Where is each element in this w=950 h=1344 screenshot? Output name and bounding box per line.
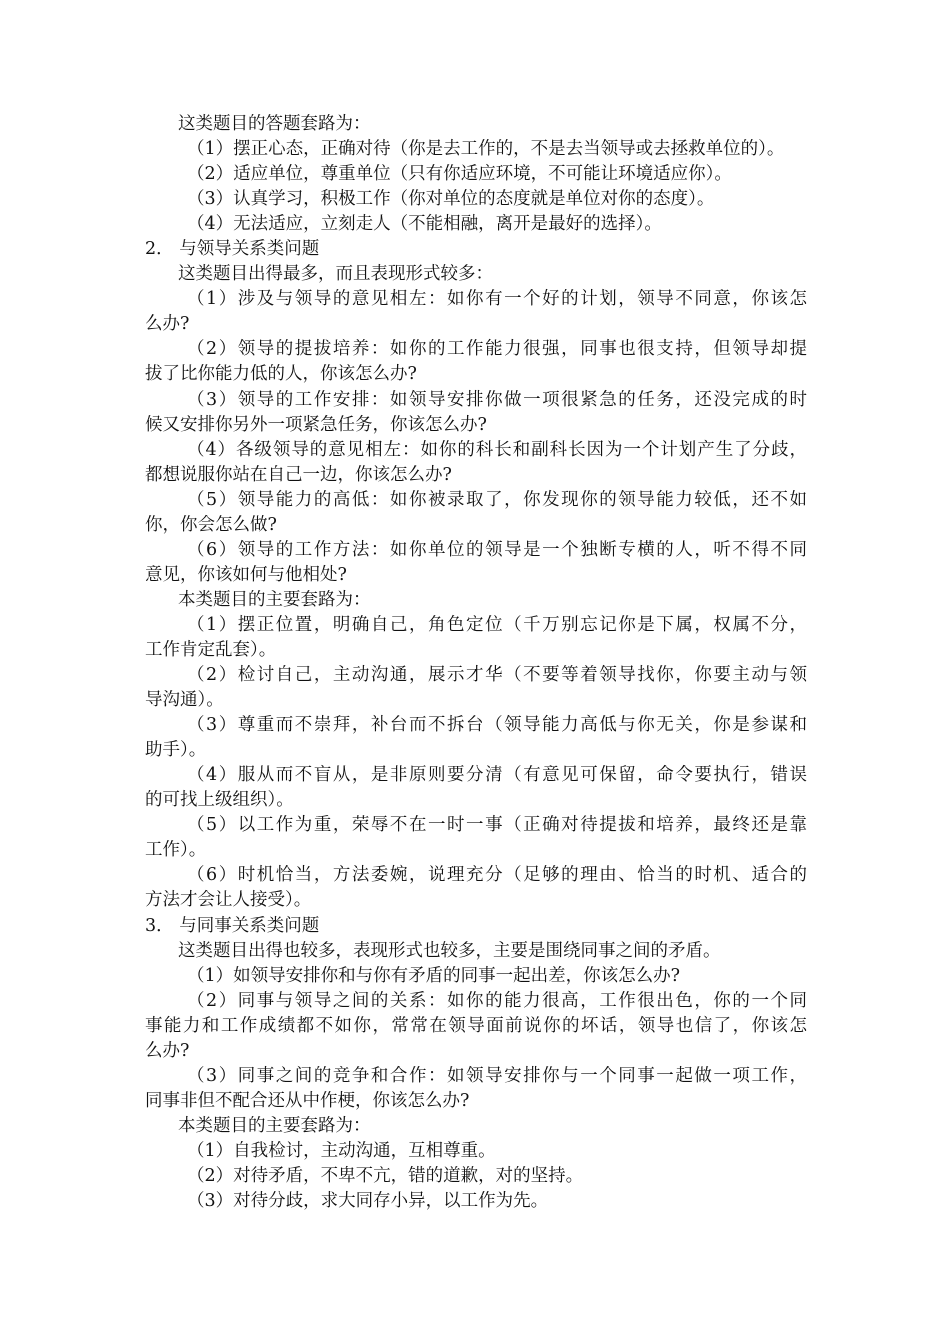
text-line: （3）同事之间的竞争和合作：如领导安排你与一个同事一起做一项工作， — [187, 1065, 807, 1086]
text-line: 意见，你该如何与他相处? — [145, 564, 347, 585]
text-line: （1）摆正心态，正确对待（你是去工作的，不是去当领导或去拯救单位的）。 — [187, 139, 785, 160]
text-line: 导沟通）。 — [145, 690, 224, 711]
text-line: 候又安排你另外一项紧急任务，你该怎么办? — [145, 414, 487, 435]
text-line: （1）如领导安排你和与你有矛盾的同事一起出差，你该怎么办? — [187, 965, 681, 986]
text-line: （4）无法适应，立刻走人（不能相融，离开是最好的选择）。 — [187, 214, 662, 235]
text-line: （1）涉及与领导的意见相左：如你有一个好的计划，领导不同意，你该怎 — [187, 289, 807, 310]
text-line: 同事非但不配合还从中作梗，你该怎么办? — [145, 1090, 470, 1111]
text-line: 你，你会怎么做? — [145, 514, 277, 535]
text-line: 本类题目的主要套路为： — [178, 1115, 371, 1136]
document-page — [145, 112, 807, 1214]
text-line: （1）摆正位置，明确自己，角色定位（千万别忘记你是下属，权属不分， — [187, 614, 807, 635]
text-line: 本类题目的主要套路为： — [178, 589, 371, 610]
text-line: （4）各级领导的意见相左：如你的科长和副科长因为一个计划产生了分歧， — [187, 439, 807, 460]
text-line: （1）自我检讨，主动沟通，互相尊重。 — [187, 1140, 496, 1161]
text-line: 助手）。 — [145, 740, 207, 761]
text-line: （4）服从而不盲从，是非原则要分清（有意见可保留，命令要执行，错误 — [187, 765, 807, 786]
text-line: 2． 与领导关系类问题 — [145, 239, 320, 260]
text-line: 方法才会让人接受）。 — [145, 890, 312, 911]
text-line: （3）领导的工作安排：如领导安排你做一项很紧急的任务，还没完成的时 — [187, 389, 807, 410]
text-line: （2）适应单位，尊重单位（只有你适应环境，不可能让环境适应你）。 — [187, 164, 732, 185]
text-line: 这类题目的答题套路为： — [178, 114, 371, 134]
text-line: 事能力和工作成绩都不如你，常常在领导面前说你的坏话，领导也信了，你该怎 — [145, 1015, 807, 1036]
text-line: （2）对待矛盾，不卑不亢，错的道歉，对的坚持。 — [187, 1165, 584, 1186]
text-line: （5）以工作为重，荣辱不在一时一事（正确对待提拔和培养，最终还是靠 — [187, 815, 807, 836]
text-line: （2）领导的提拔培养：如你的工作能力很强，同事也很支持，但领导却提 — [187, 339, 807, 360]
text-line: 都想说服你站在自己一边，你该怎么办? — [145, 464, 452, 485]
text-line: （3）认真学习，积极工作（你对单位的态度就是单位对你的态度）。 — [187, 189, 715, 210]
text-line: （2）同事与领导之间的关系：如你的能力很高，工作很出色，你的一个同 — [187, 990, 807, 1011]
text-line: （3）对待分歧，求大同存小异，以工作为先。 — [187, 1191, 549, 1212]
text-line: 工作肯定乱套）。 — [145, 639, 277, 660]
text-line: 的可找上级组织）。 — [145, 790, 294, 811]
text-line: 么办? — [145, 1040, 190, 1061]
text-line: （6）时机恰当，方法委婉，说理充分（足够的理由、恰当的时机、适合的 — [187, 865, 807, 886]
text-line: （5）领导能力的高低：如你被录取了，你发现你的领导能力较低，还不如 — [187, 489, 807, 510]
text-line: （6）领导的工作方法：如你单位的领导是一个独断专横的人，听不得不同 — [187, 539, 807, 560]
text-line: 3． 与同事关系类问题 — [145, 915, 320, 936]
text-line: 工作）。 — [145, 840, 207, 861]
text-line: 么办? — [145, 314, 190, 335]
text-line: （2）检讨自己，主动沟通，展示才华（不要等着领导找你，你要主动与领 — [187, 665, 807, 686]
text-line: （3）尊重而不崇拜，补台而不拆台（领导能力高低与你无关，你是参谋和 — [187, 715, 807, 736]
text-line: 这类题目出得最多，而且表现形式较多： — [178, 264, 493, 285]
text-line: 这类题目出得也较多，表现形式也较多，主要是围绕同事之间的矛盾。 — [178, 940, 721, 961]
text-line: 拔了比你能力低的人，你该怎么办? — [145, 364, 417, 385]
